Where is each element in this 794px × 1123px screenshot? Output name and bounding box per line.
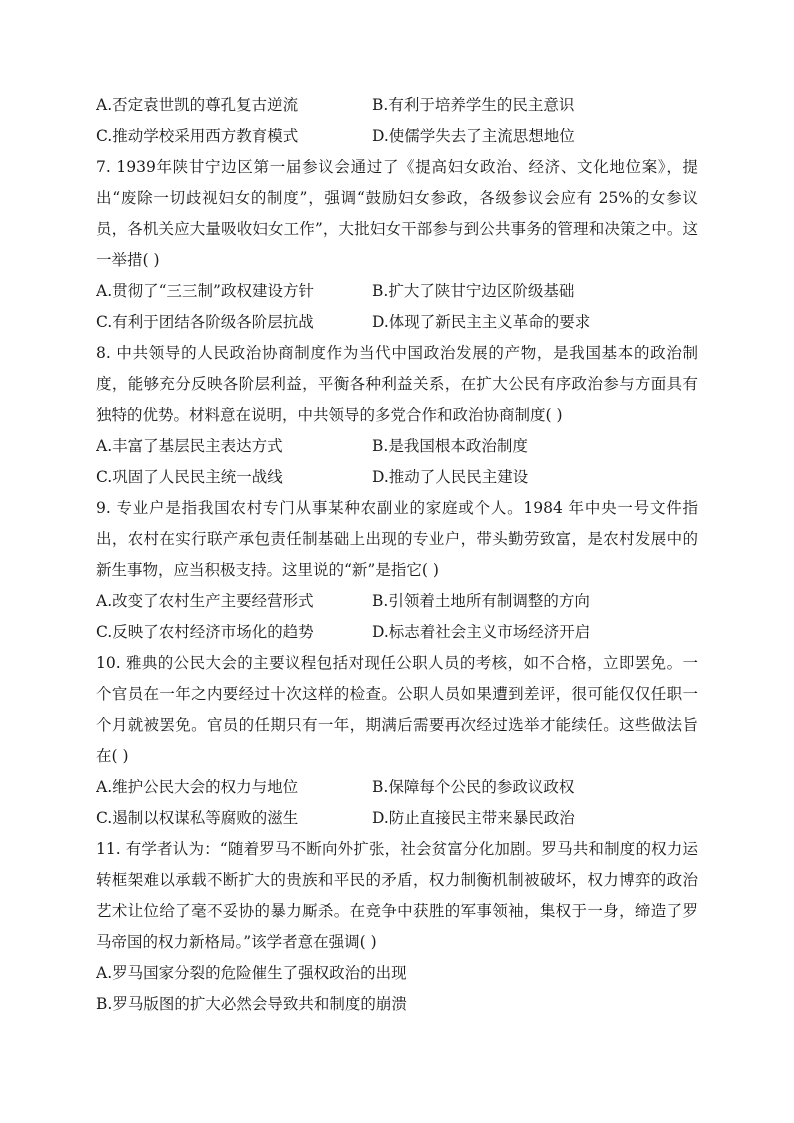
q6-option-a: A.否定袁世凯的尊孔复古逆流 (96, 96, 299, 114)
q9-option-c: C.反映了农村经济市场化的趋势 (96, 623, 314, 641)
q7-options-row-2 (96, 307, 698, 338)
q11-option-a: A.罗马国家分裂的危险催生了强权政治的出现 (96, 964, 407, 982)
q6-option-d: D.使儒学失去了主流思想地位 (372, 127, 575, 145)
q7-stem (96, 152, 698, 276)
q8-stem (96, 338, 698, 431)
q10-option-b: B.保障每个公民的参政议政权 (372, 778, 575, 796)
q8-option-b: B.是我国根本政治制度 (372, 437, 528, 455)
q7-option-a: A.贯彻了“三三制”政权建设方针 (96, 282, 314, 300)
q9-options-row-2 (96, 617, 698, 648)
q7-option-c: C.有利于团结各阶级各阶层抗战 (96, 313, 314, 331)
q9-option-d: D.标志着社会主义市场经济开启 (372, 623, 591, 641)
q7-option-d: D.体现了新民主主义革命的要求 (372, 313, 591, 331)
q11-option-b: B.罗马版图的扩大必然会导致共和制度的崩溃 (96, 995, 407, 1013)
q11-stem (96, 834, 698, 958)
q6-option-c: C.推动学校采用西方教育模式 (96, 127, 299, 145)
q10-options-row-2 (96, 803, 698, 834)
q10-stem (96, 648, 698, 772)
q10-option-a: A.维护公民大会的权力与地位 (96, 778, 299, 796)
q10-option-c: C.遏制以权谋私等腐败的滋生 (96, 809, 299, 827)
q10-option-d: D.防止直接民主带来暴民政治 (372, 809, 575, 827)
q8-options-row-2 (96, 462, 698, 493)
q8-option-a: A.丰富了基层民主表达方式 (96, 437, 283, 455)
q8-stem-text: 8. 中共领导的人民政治协商制度作为当代中国政治发展的产物，是我国基本的政治制度，能够充分反映各阶层利益，平衡各种利益关系，在扩大公民有序政治参与方面具有独特的优势。材料意在说明，中共领导的多党合作和政治协商制度( ) (96, 344, 698, 424)
exam-page (96, 90, 698, 1020)
q7-options-row-1 (96, 276, 698, 307)
q8-options-row-1 (96, 431, 698, 462)
q8-option-d: D.推动了人民民主建设 (372, 468, 529, 486)
q10-stem-text: 10. 雅典的公民大会的主要议程包括对现任公职人员的考核，如不合格，立即罢免。一个官员在一年之内要经过十次这样的检查。公职人员如果遭到差评，很可能仅仅任职一个月就被罢免。官员的任期只有一年，期满后需要再次经过选举才能续任。这些做法旨在( ) (96, 654, 698, 765)
q6-options-row-2 (96, 121, 698, 152)
q6-options-row-1 (96, 90, 698, 121)
q9-options-row-1 (96, 586, 698, 617)
q9-stem (96, 493, 698, 586)
q7-stem-text: 7. 1939年陕甘宁边区第一届参议会通过了《提高妇女政治、经济、文化地位案》，提出“废除一切歧视妇女的制度”，强调“鼓励妇女参政，各级参议会应有 25%的女参议员，各机关应大量吸收妇女工作”，大批妇女干部参与到公共事务的管理和决策之中。这一举措( ) (96, 158, 698, 269)
q9-option-a: A.改变了农村生产主要经营形式 (96, 592, 314, 610)
q11-stem-text: 11. 有学者认为：“随着罗马不断向外扩张，社会贫富分化加剧。罗马共和制度的权力运转框架难以承载不断扩大的贵族和平民的矛盾，权力制衡机制被破坏，权力博弈的政治艺术让位给了毫不妥协的暴力厮杀。在竞争中获胜的军事领袖，集权于一身，缔造了罗马帝国的权力新格局。”该学者意在强调( ) (96, 840, 698, 951)
q8-option-c: C.巩固了人民民主统一战线 (96, 468, 283, 486)
q9-stem-text: 9. 专业户是指我国农村专门从事某种农副业的家庭或个人。1984 年中央一号文件指出，农村在实行联产承包责任制基础上出现的专业户，带头勤劳致富，是农村发展中的新生事物，应当积极支持。这里说的“新”是指它( ) (96, 499, 698, 579)
q10-options-row-1 (96, 772, 698, 803)
q6-option-b: B.有利于培养学生的民主意识 (372, 96, 575, 114)
q7-option-b: B.扩大了陕甘宁边区阶级基础 (372, 282, 575, 300)
q9-option-b: B.引领着土地所有制调整的方向 (372, 592, 590, 610)
